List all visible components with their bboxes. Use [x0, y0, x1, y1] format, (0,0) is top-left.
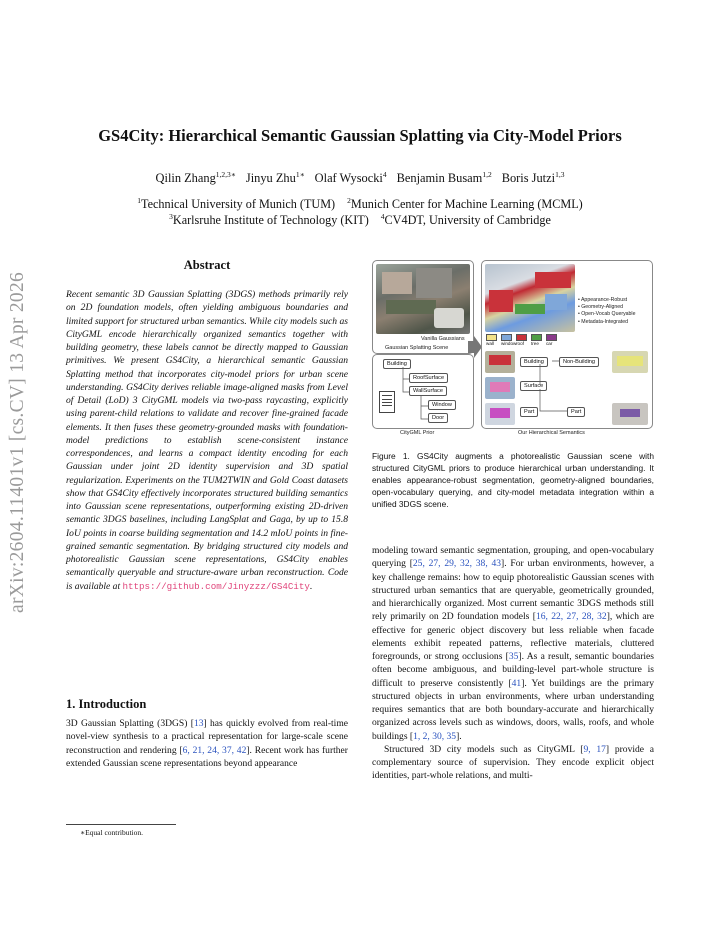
- author-list: [0, 170, 720, 186]
- legend-label: car: [546, 341, 553, 346]
- scene-label: Gaussian Splatting Scene: [385, 345, 449, 351]
- ours-node-surface: Surface: [520, 381, 547, 391]
- ours-node-part-1: Part: [520, 407, 538, 417]
- citation[interactable]: 1, 2, 30, 35: [413, 730, 457, 742]
- paragraph: modeling toward semantic segmentation, grouping, and open-vocabulary querying [25, 27, 29, 32, 38, 43]. For urban environments, however, a key challenge remains: how to equip photorealistic Gaussian scenes with structured urban semantics that are queryable, geometrically grounded, and hierarchically organized. Most current semantic 3DGS methods still rely primarily on 2D foundation models [16, 22, 27, 28, 32], which are effective for generic object discovery but less reliable when facade elements exhibit repeated patterns, reflective materials, cluttered foregrounds, or strong occlusions [35]. As a result, semantic boundaries often become ambiguous, and building-level part-whole structure is difficult to preserve consistently [41]. Yet buildings are the primary structured objects in urban environments, where urban understanding requires semantics that are both boundary-accurate and hierarchically organized across levels such as windows, doors, walls, roofs, and whole buildings [1, 2, 30, 35].: [372, 545, 654, 742]
- citation[interactable]: 6, 21, 24, 37, 42: [182, 744, 247, 756]
- affiliation: $^4$CV4DT, University of Cambridge: [380, 212, 551, 228]
- feature-bullet: • Geometry-Aligned: [578, 304, 624, 311]
- tree-connectors: [373, 355, 473, 428]
- hierarchical-semantics-panel: [481, 260, 653, 429]
- author-name: Jinyu Zhu$^{1∗}$: [245, 170, 305, 186]
- feature-bullet: • Appearance-Robust: [578, 297, 628, 303]
- citation[interactable]: 41: [511, 677, 522, 689]
- citation[interactable]: 16, 22, 27, 28, 32: [535, 611, 607, 623]
- citation[interactable]: 35: [508, 651, 519, 662]
- tree-node-window: Window: [428, 400, 456, 410]
- code-link[interactable]: https://github.com/Jinyzzz/GS4City: [122, 580, 310, 592]
- ours-node-building: Building: [520, 357, 548, 367]
- affiliations-line-2: [0, 209, 720, 228]
- ours-label: Our Hierarchical Semantics: [518, 430, 585, 436]
- abstract-body: Recent semantic 3D Gaussian Splatting (3DGS) methods primarily rely on 2D foundation models, often yielding ambiguous boundaries and limited support for structured urban semantics. While city models such as CityGML encode hierarchically organized semantics together with building geometry, these labels cannot be directly mapped to Gaussian primitives. We present GS4City, a hierarchical semantic Gaussian Splatting method that incorporates city-model priors for urban scene understanding. GS4City derives reliable image-aligned masks from Level of Detail (LoD) 3 CityGML models via two-pass raycasting, explicitly using parent-child relations to validate and recover fine-grained facade elements. It then fuses these geometry-grounded masks with foundation-model predictions to establish scene-consistent instance correspondences, and learns a compact identity encoding for each Gaussian under joint 2D identity supervision and 3D spatial regularization. Experiments on the TUM2TWIN and Gold Coast datasets show that GS4City effectively incorporates structured building semantics into Gaussian scene representations, outperforming existing 2D-driven semantic 3DGS baselines, including LangSplat and Gaga, by up to 15.8 IoU points in coarse building segmentation and 14.2 mIoU points in fine-grained semantic segmentation. By bridging structured city models and photorealistic Gaussian scene representations, GS4City enables semantically queryable and structure-aware urban reconstruction. Code is available at https://github.com/Jinyzzz/GS4City.: [66, 289, 348, 592]
- hierarchy-connectors: [482, 261, 652, 428]
- tree-node-roofsurface: RoofSurface: [409, 373, 448, 383]
- legend-label: roof: [516, 341, 524, 346]
- figure-caption: Figure 1. GS4City augments a photorealistic Gaussian scene with structured CityGML priors to produce hierarchical urban understanding. It enables appearance-robust segmentation, geometry-aligned boundaries, open-vocabulary querying, and city-model metadata integration within a unified 3DGS scene.: [372, 451, 654, 510]
- legend-label: wall: [486, 341, 494, 346]
- feature-bullet: • Open-Vocab Queryable: [578, 311, 636, 318]
- section-heading-introduction: 1. Introduction: [66, 697, 147, 711]
- paragraph: Structured 3D city models such as CityGML [9, 17] provide a complementary source of supervision. They encode explicit object identities, part-whole relations, and multi-: [372, 743, 654, 782]
- tree-node-wallsurface: WallSurface: [409, 386, 447, 396]
- affiliation: $^3$Karlsruhe Institute of Technology (KIT): [169, 212, 369, 228]
- footnote-rule: [66, 824, 176, 825]
- feature-bullet: • Metadata-Integrated: [578, 318, 628, 325]
- footnote: ∗Equal contribution.: [80, 828, 144, 837]
- legend-label: tree: [531, 341, 539, 346]
- paper-title: GS4City: Hierarchical Semantic Gaussian Splatting via City-Model Priors: [98, 126, 622, 145]
- intro-right-column: [372, 544, 654, 783]
- citation[interactable]: 25, 27, 29, 32, 38, 43: [412, 558, 502, 570]
- citation[interactable]: 13: [193, 718, 204, 729]
- citygml-prior-panel: [372, 354, 474, 429]
- legend-label: window: [501, 341, 517, 346]
- vanilla-gaussians-label: Vanilla Gaussians: [421, 336, 465, 342]
- ours-node-non-building: Non-Building: [559, 357, 599, 367]
- affiliation: $^2$Munich Center for Machine Learning (MCML): [347, 196, 583, 212]
- ours-node-part-2: Part: [567, 407, 585, 417]
- prior-label: CityGML Prior: [400, 430, 435, 436]
- author-name: Benjamin Busam$^{1,2}$: [396, 170, 492, 186]
- gaussian-scene-panel: [372, 260, 474, 354]
- figure-1: [372, 258, 654, 440]
- tree-node-door: Door: [428, 413, 448, 423]
- vanilla-gaussians-image: [376, 264, 470, 334]
- abstract-text: Recent semantic 3D Gaussian Splatting (3DGS) methods primarily rely on 2D foundation models, often yielding ambiguous boundaries and limited support for structured urban semantics. While city models such as CityGML encode hierarchically organized semantics together with building geometry, these labels cannot be directly mapped to Gaussian primitives. We present GS4City, a hierarchical semantic Gaussian Splatting method that incorporates city-model priors for urban scene understanding. GS4City derives reliable image-aligned masks from Level of Detail (LoD) 3 CityGML models via two-pass raycasting, explicitly using parent-child relations to validate and recover fine-grained facade elements. It then fuses these geometry-grounded masks with foundation-model predictions to establish scene-consistent instance correspondences, and learns a compact identity encoding for each Gaussian under joint 2D identity supervision and 3D spatial regularization. Experiments on the TUM2TWIN and Gold Coast datasets show that GS4City effectively incorporates structured building semantics into Gaussian scene representations, outperforming existing 2D-driven semantic 3DGS baselines, including LangSplat and Gaga, by up to 15.8 IoU points in coarse building segmentation and 14.2 mIoU points in fine-grained semantic segmentation. By bridging structured city models and photorealistic Gaussian scene representations, GS4City enables semantically queryable and structure-aware urban reconstruction. Code is available at: [66, 289, 348, 592]
- arxiv-identifier: arXiv:2604.11401v1 [cs.CV] 13 Apr 2026: [7, 271, 28, 613]
- arrow-icon: [468, 336, 482, 358]
- tree-node-building: Building: [383, 359, 411, 369]
- affiliation: $^1$Technical University of Munich (TUM): [137, 196, 336, 212]
- author-name: Olaf Wysocki$^4$: [314, 170, 387, 186]
- intro-paragraph: 3D Gaussian Splatting (3DGS) [13] has quickly evolved from real-time novel-view synthesis to a practical representation for large-scale scene reconstruction and rendering [6, 21, 24, 37, 42]. Recent work has further extended Gaussian scene representations beyond appearance: [66, 718, 348, 769]
- author-name: Qilin Zhang$^{1,2,3∗}$: [155, 170, 236, 186]
- citation[interactable]: 9, 17: [583, 743, 606, 755]
- author-name: Boris Jutzi$^{1,3}$: [501, 170, 565, 186]
- abstract-heading: Abstract: [183, 258, 231, 272]
